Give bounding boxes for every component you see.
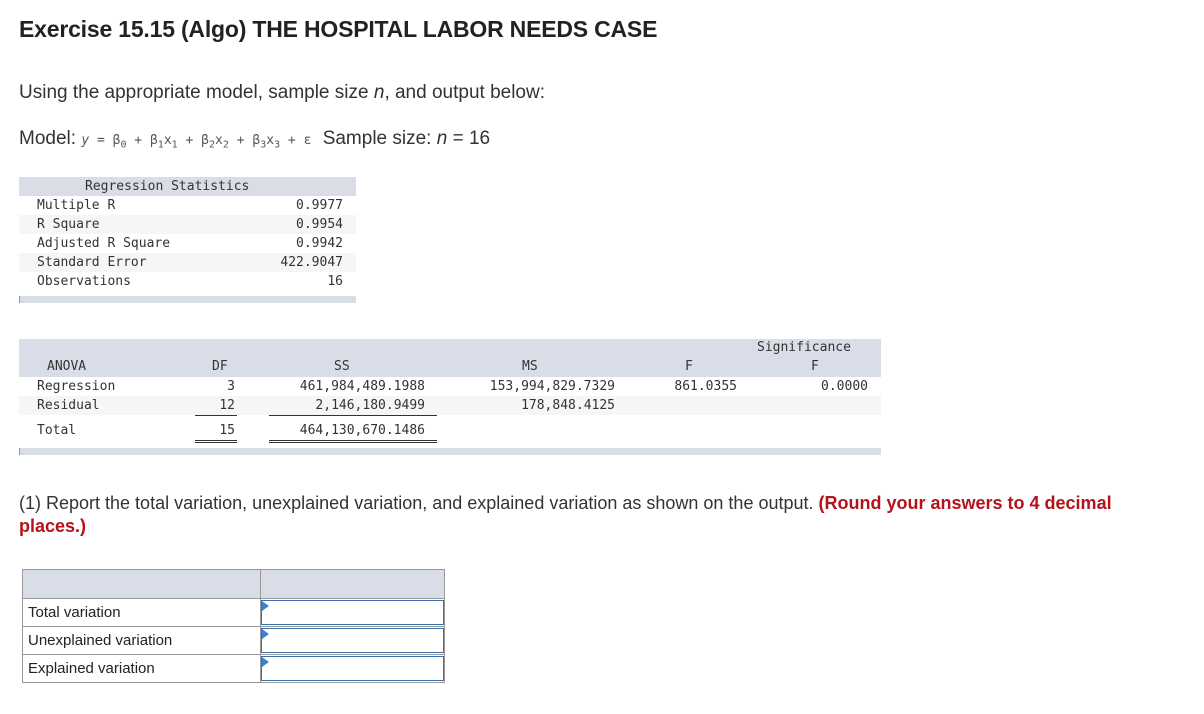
- regression-statistics-table: [19, 177, 356, 303]
- sample-size-label: Sample size:: [322, 128, 437, 149]
- anova-row: Regression 3 461,984,489.1988 153,994,829.7329 861.0355 0.0000: [37, 379, 868, 394]
- unexplained-variation-input[interactable]: [261, 628, 444, 653]
- page-title: Exercise 15.15 (Algo) THE HOSPITAL LABOR NEEDS CASE: [19, 16, 658, 42]
- explained-variation-input[interactable]: [261, 656, 444, 681]
- model-label: Model:: [19, 128, 82, 149]
- table-footer-bar: [19, 448, 881, 455]
- input-marker-icon: [262, 629, 269, 639]
- question-text: (1) Report the total variation, unexplained variation, and explained variation as shown on the output. (Round your answers to 4 decimal places.): [19, 493, 1112, 536]
- anova-header-df: DF: [212, 359, 228, 374]
- intro-text: Using the appropriate model, sample size n, and output below:: [19, 82, 546, 103]
- answer-row-total-variation: [23, 599, 445, 627]
- anova-header-ms: MS: [522, 359, 538, 374]
- df-subtotal-rule: [195, 415, 237, 416]
- unexplained-variation-label: Unexplained variation: [23, 627, 261, 655]
- sample-size-value: = 16: [447, 128, 491, 149]
- explained-variation-label: Explained variation: [23, 655, 261, 683]
- answer-table: [22, 569, 445, 683]
- table-footer-bar: [19, 296, 356, 303]
- anova-header-source: ANOVA: [47, 359, 87, 374]
- stat-row: R Square 0.9954: [19, 215, 356, 234]
- sample-size-n: n: [436, 128, 448, 149]
- input-marker-icon: [262, 601, 269, 611]
- anova-header-ss: SS: [334, 359, 350, 374]
- n-variable: n: [373, 82, 385, 103]
- stat-row: Multiple R 0.9977: [37, 198, 343, 213]
- anova-row: Residual 12 2,146,180.9499 178,848.4125: [19, 396, 881, 415]
- anova-header-significance: Significance: [757, 340, 851, 355]
- answer-table-header: [23, 570, 445, 599]
- anova-row: Total 15 464,130,670.1486: [19, 421, 881, 440]
- regression-statistics-header: Regression Statistics: [19, 177, 356, 196]
- stat-row: Standard Error 422.9047: [19, 253, 356, 272]
- ss-subtotal-rule: [269, 415, 437, 416]
- model-equation: $y = \beta_0 + \beta_1x_1 + \beta_2x_2 + \beta_3x_3 + \varepsilon$: [81, 133, 312, 151]
- anova-table: [19, 339, 881, 455]
- model-line: [19, 128, 490, 151]
- answer-row-explained-variation: [23, 655, 445, 683]
- input-marker-icon: [262, 657, 269, 667]
- total-variation-label: Total variation: [23, 599, 261, 627]
- anova-header: [19, 339, 881, 377]
- anova-header-f: F: [685, 359, 693, 374]
- stat-row: Observations 16: [37, 274, 343, 289]
- total-variation-input[interactable]: [261, 600, 444, 625]
- anova-header-significance-f: F: [811, 359, 819, 374]
- stat-row: Adjusted R Square 0.9942: [37, 236, 343, 251]
- answer-row-unexplained-variation: [23, 627, 445, 655]
- rounding-instruction: (Round your answers to 4 decimal places.): [19, 493, 1112, 536]
